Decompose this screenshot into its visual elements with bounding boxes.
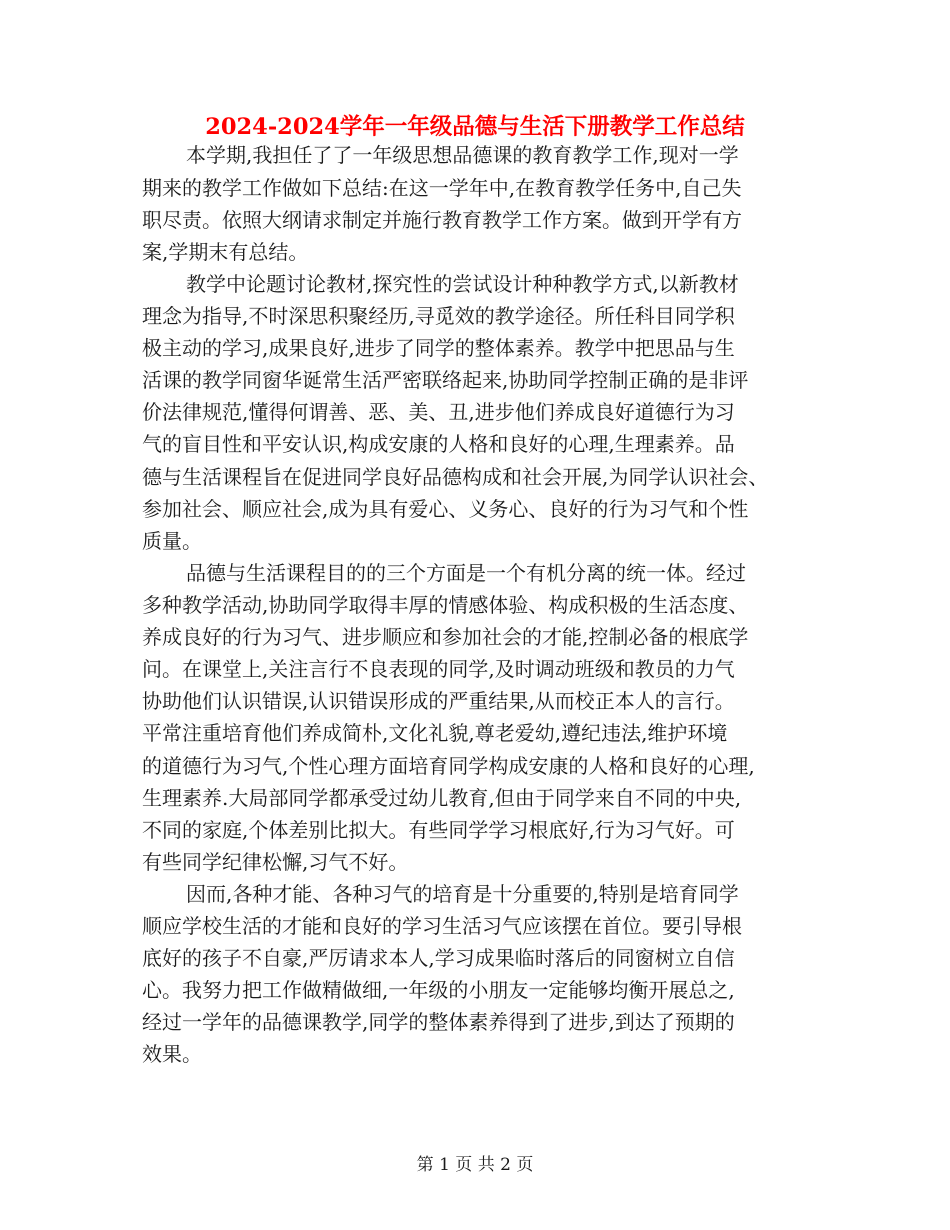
text-line: 职尽责。依照大纲请求制定并施行教育教学工作方案。做到开学有方 bbox=[142, 208, 742, 232]
text-line: 效果。 bbox=[142, 1042, 202, 1066]
text-line: 平常注重培育他们养成简朴,文化礼貌,尊老爱幼,遵纪违法,维护环境 bbox=[142, 721, 728, 745]
text-line: 心。我努力把工作做精做细,一年级的小朋友一定能够均衡开展总之, bbox=[142, 978, 735, 1002]
text-line: 养成良好的行为习气、进步顺应和参加社会的才能,控制必备的根底学 bbox=[142, 625, 749, 649]
page-number-footer: 第 1 页 共 2 页 bbox=[416, 1155, 534, 1175]
text-line: 气的盲目性和平安认识,构成安康的人格和良好的心理,生理素养。品 bbox=[142, 432, 735, 456]
text-line: 生理素养.大局部同学都承受过幼儿教育,但由于同学来自不同的中央, bbox=[142, 786, 742, 810]
text-line: 因而,各种才能、各种习气的培育是十分重要的,特别是培育同学 bbox=[186, 882, 739, 906]
text-line: 质量。 bbox=[142, 529, 202, 553]
text-line: 理念为指导,不时深思积聚经历,寻觅效的教学途径。所任科目同学积 bbox=[142, 304, 735, 328]
text-line: 有些同学纪律松懈,习气不好。 bbox=[142, 850, 409, 874]
text-line: 多种教学活动,协助同学取得丰厚的情感体验、构成积极的生活态度、 bbox=[142, 593, 749, 617]
text-line: 的道德行为习气,个性心理方面培育同学构成安康的人格和良好的心理, bbox=[142, 754, 755, 778]
text-line: 问。在课堂上,关注言行不良表现的同学,及时调动班级和教员的力气 bbox=[142, 657, 735, 681]
text-line: 经过一学年的品德课教学,同学的整体素养得到了进步,到达了预期的 bbox=[142, 1010, 735, 1034]
text-line: 价法律规范,懂得何谓善、恶、美、丑,进步他们养成良好道德行为习 bbox=[142, 400, 735, 424]
text-line: 顺应学校生活的才能和良好的学习生活习气应该摆在首位。要引导根 bbox=[142, 914, 742, 938]
text-line: 底好的孩子不自豪,严厉请求本人,学习成果临时落后的同窗树立自信 bbox=[142, 946, 735, 970]
text-line: 品德与生活课程目的的三个方面是一个有机分离的统一体。经过 bbox=[186, 561, 746, 585]
text-line: 期来的教学工作做如下总结:在这一学年中,在教育教学任务中,自己失 bbox=[142, 176, 742, 200]
text-line: 活课的教学同窗华诞常生活严密联络起来,协助同学控制正确的是非评 bbox=[142, 368, 749, 392]
text-line: 参加社会、顺应社会,成为具有爱心、义务心、良好的行为习气和个性 bbox=[142, 497, 749, 521]
text-line: 案,学期末有总结。 bbox=[142, 240, 309, 264]
text-line: 极主动的学习,成果良好,进步了同学的整体素养。教学中把思品与生 bbox=[142, 336, 735, 360]
text-line: 教学中论题讨论教材,探究性的尝试设计种种教学方式,以新教材 bbox=[186, 272, 739, 296]
text-line: 不同的家庭,个体差别比拟大。有些同学学习根底好,行为习气好。可 bbox=[142, 818, 735, 842]
document-title: 2024-2024学年一年级品德与生活下册教学工作总结 bbox=[205, 114, 745, 140]
text-line: 协助他们认识错误,认识错误形成的严重结果,从而校正本人的言行。 bbox=[142, 689, 735, 713]
text-line: 德与生活课程旨在促进同学良好品德构成和社会开展,为同学认识社会、 bbox=[142, 465, 769, 489]
text-line: 本学期,我担任了了一年级思想品德课的教育教学工作,现对一学 bbox=[186, 143, 739, 167]
